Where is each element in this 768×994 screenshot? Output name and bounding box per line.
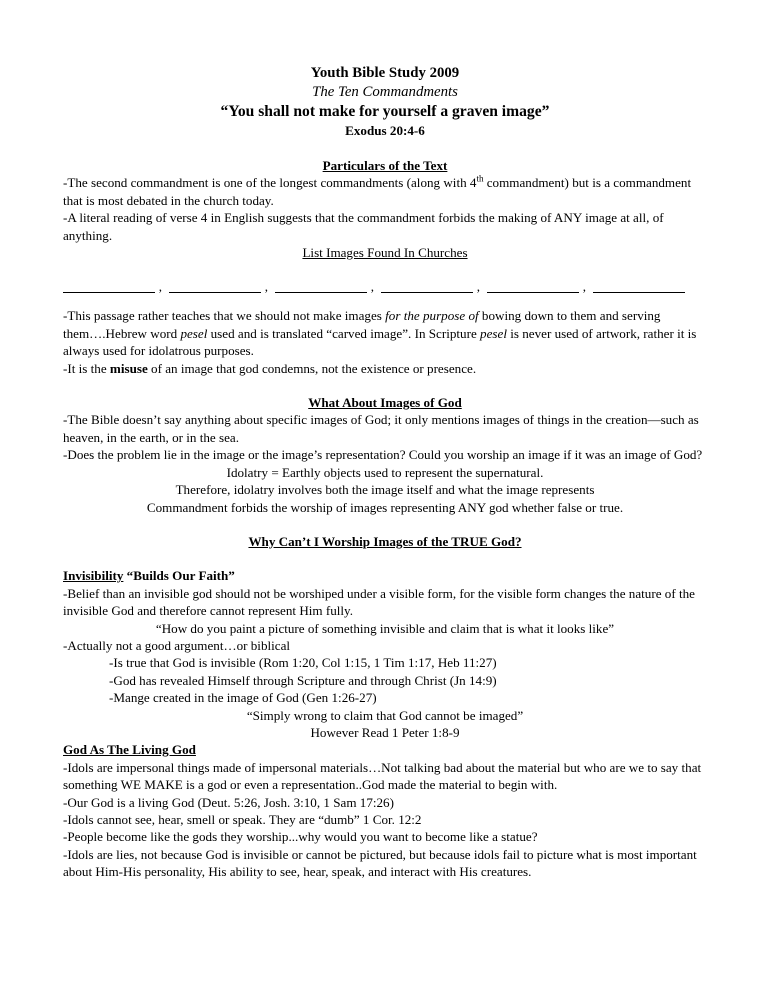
invisibility-paragraph-2: -Actually not a good argument…or biblical: [63, 637, 291, 653]
particulars-paragraph-2: -A literal reading of verse 4 in English suggests that the commandment forbids the making of ANY image at all, of anything.: [63, 210, 664, 243]
blank-line[interactable]: ,: [63, 275, 155, 293]
invisibility-quote-1: “How do you paint a picture of something invisible and claim that is what it looks like”: [155, 620, 615, 636]
invisibility-heading: Invisibility “Builds Our Faith”: [63, 568, 235, 584]
document-subtitle: The Ten Commandments: [312, 84, 458, 100]
blank-line[interactable]: ,: [169, 275, 261, 293]
images-of-god-paragraph-2: -Does the problem lie in the image or the image’s representation? Could you worship an image if it was an image of God?: [63, 447, 703, 463]
invisibility-point-2: -God has revealed Himself through Scripture and through Christ (Jn 14:9): [109, 672, 497, 688]
invisibility-quote-2: “Simply wrong to claim that God cannot be imaged”: [246, 707, 524, 723]
images-of-god-paragraph-1: -The Bible doesn’t say anything about specific images of God; it only mentions images of things in the creation—such as heaven, in the earth, or in the sea.: [63, 412, 699, 445]
idolatry-definition: Idolatry = Earthly objects used to represent the supernatural.: [226, 464, 544, 480]
living-god-paragraph-4: -People become like the gods they worship...why would you want to become like a statue?: [63, 829, 538, 845]
document-page: [63, 64, 707, 881]
particulars-heading: Particulars of the Text: [322, 158, 448, 173]
living-god-paragraph-5: -Idols are lies, not because God is invisible or cannot be pictured, but because idols fail to picture what is most important about Him-His personality, His ability to see, hear, speak, and interact with His creatures.: [63, 846, 697, 880]
idolatry-conclusion: Therefore, idolatry involves both the image itself and what the image represents: [175, 482, 595, 498]
particulars-paragraph-3: -This passage rather teaches that we should not make images for the purpose of bowing down to them and serving them….Hebrew word pesel used and is translated “carved image”. In Scripture pesel is never used of artwork, rather it is always used for idolatrous purposes.: [63, 308, 697, 359]
commandment-summary: Commandment forbids the worship of images representing ANY god whether false or true.: [146, 499, 624, 515]
blank-line[interactable]: ,: [275, 275, 367, 293]
fill-in-blanks: [63, 275, 707, 293]
scripture-quote: “You shall not make for yourself a graven image”: [220, 103, 550, 120]
invisibility-point-1: -Is true that God is invisible (Rom 1:20, Col 1:15, 1 Tim 1:17, Heb 11:27): [109, 655, 497, 671]
blank-line[interactable]: [593, 275, 685, 293]
blank-line[interactable]: ,: [487, 275, 579, 293]
living-god-paragraph-2: -Our God is a living God (Deut. 5:26, Josh. 3:10, 1 Sam 17:26): [63, 794, 394, 810]
living-god-paragraph-3: -Idols cannot see, hear, smell or speak. They are “dumb” 1 Cor. 12:2: [63, 812, 422, 827]
list-images-heading: List Images Found In Churches: [302, 245, 468, 261]
invisibility-read-reference: However Read 1 Peter 1:8-9: [310, 724, 460, 740]
particulars-paragraph-1: -The second commandment is one of the longest commandments (along with 4th commandment) but is a commandment that is most debated in the church today.: [63, 174, 692, 208]
particulars-paragraph-4: -It is the misuse of an image that god condemns, not the existence or presence.: [63, 360, 477, 376]
images-of-god-heading: What About Images of God: [308, 395, 462, 411]
invisibility-paragraph-1: -Belief than an invisible god should not be worshiped under a visible form, for the visible form changes the nature of the invisible God and therefore cannot represent Him fully.: [63, 585, 695, 619]
living-god-paragraph-1: -Idols are impersonal things made of impersonal materials…Not talking bad about the material but who are we to say that something WE MAKE is a god or even a representation..God made the material to begin with.: [63, 759, 702, 793]
document-title: Youth Bible Study 2009: [310, 65, 460, 81]
blank-line[interactable]: ,: [381, 275, 473, 293]
why-cant-heading: Why Can’t I Worship Images of the TRUE God?: [248, 533, 522, 549]
invisibility-point-3: -Mange created in the image of God (Gen 1:26-27): [109, 690, 377, 706]
living-god-heading: God As The Living God: [63, 742, 196, 758]
scripture-reference: Exodus 20:4-6: [345, 123, 425, 138]
